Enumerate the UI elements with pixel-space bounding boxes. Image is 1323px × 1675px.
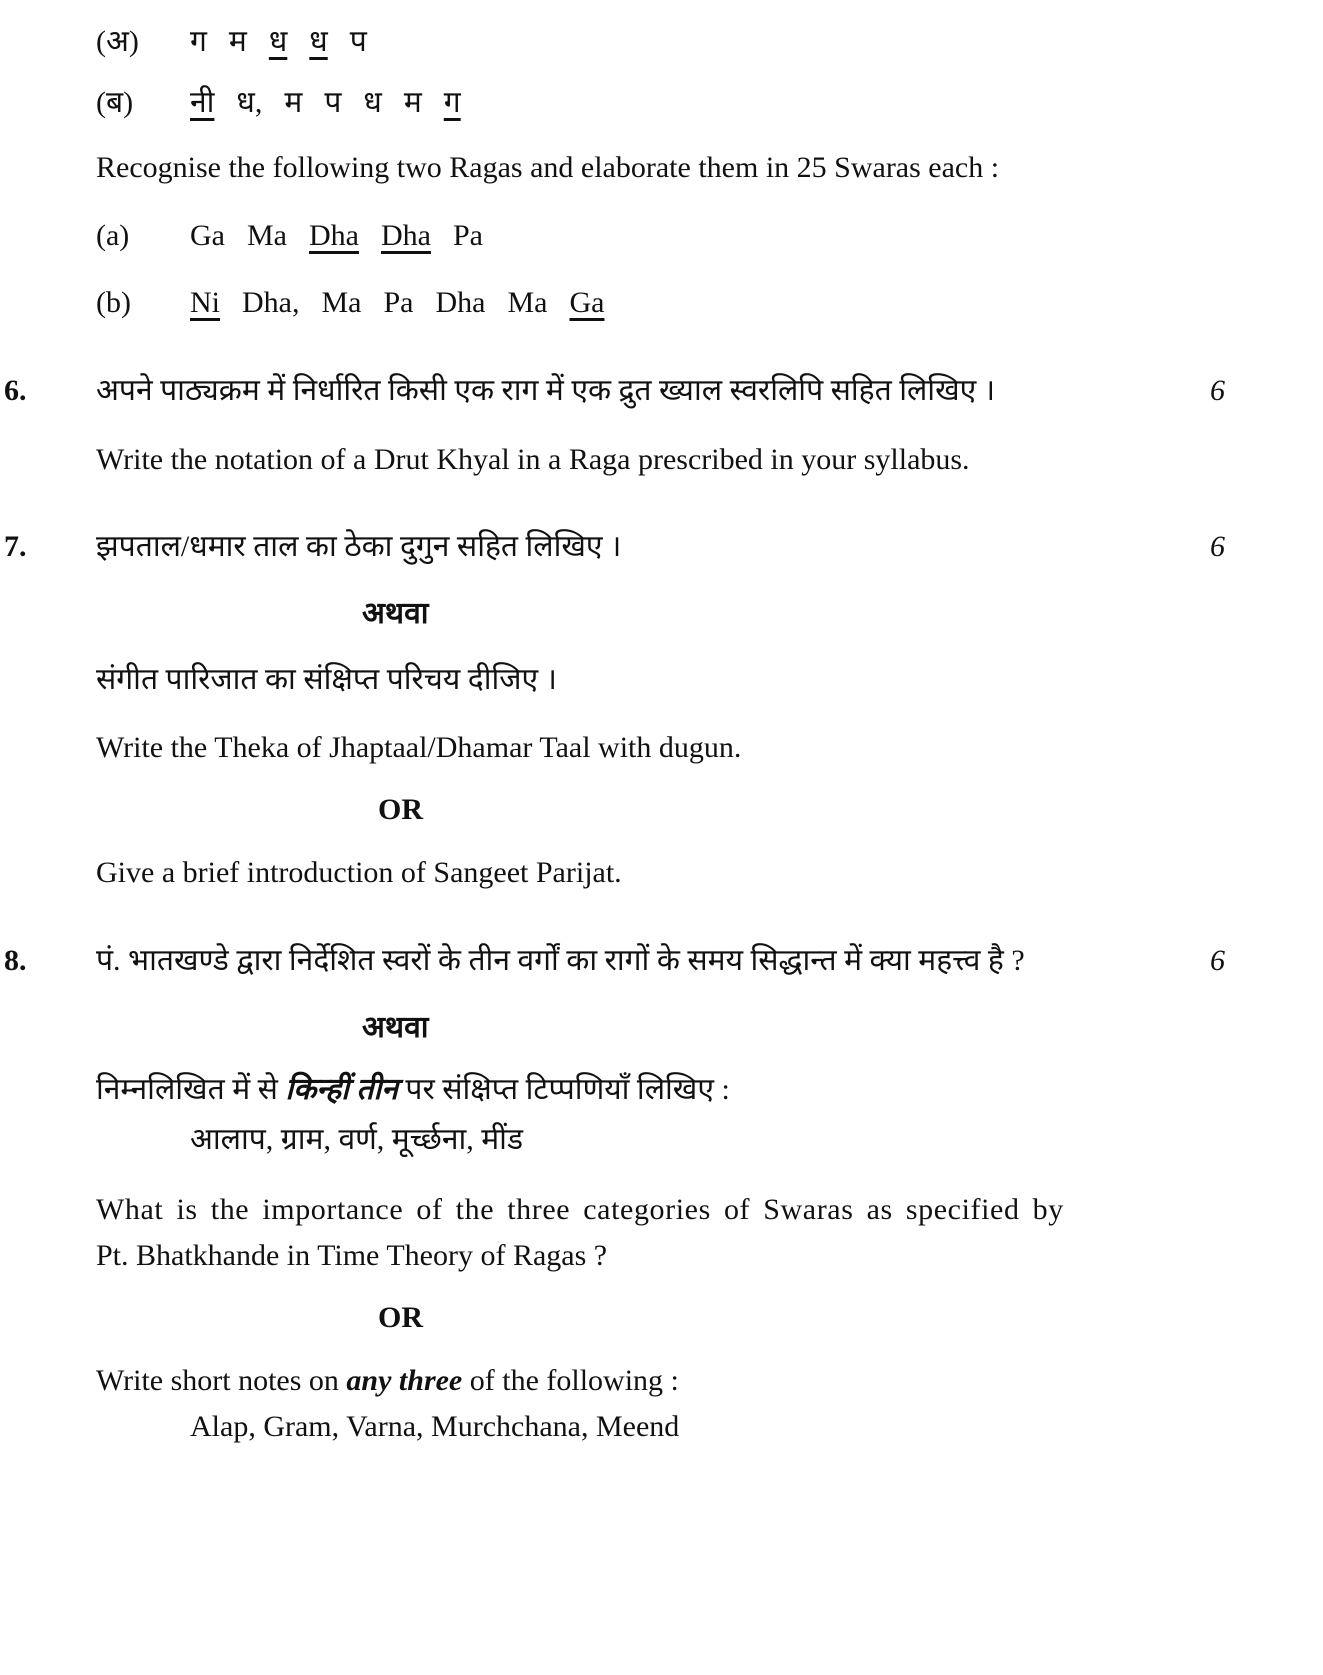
- q8-english-alt: [96, 1361, 679, 1401]
- swara: म: [228, 25, 247, 58]
- swara: प: [349, 25, 367, 58]
- option-label: (ब): [96, 86, 134, 119]
- swara: ग: [190, 25, 207, 58]
- swara: म: [284, 86, 303, 119]
- question-number: 8.: [4, 944, 27, 977]
- q6-english: Write the notation of a Drut Khyal in a Raga prescribed in your syllabus.: [96, 443, 970, 476]
- q6-hindi: अपने पाठ्यक्रम में निर्धारित किसी एक राग में एक द्रुत ख्याल स्वरलिपि सहित लिखिए ।: [96, 374, 996, 407]
- q8-english-list: Alap, Gram, Varna, Murchchana, Meend: [190, 1410, 680, 1443]
- question-number: 6.: [4, 374, 27, 407]
- swara: म: [403, 86, 422, 119]
- swara-row: [190, 25, 389, 58]
- q7-english: Write the Theka of Jhaptaal/Dhamar Taal with dugun.: [96, 731, 742, 764]
- english-raga-a: [96, 216, 505, 256]
- swara: Ma: [321, 286, 362, 319]
- swara: Pa: [452, 219, 483, 252]
- q5-english-prompt: Recognise the following two Ragas and elaborate them in 25 Swaras each :: [96, 151, 1000, 184]
- english-raga-b: [96, 283, 626, 323]
- or-english: OR: [378, 793, 423, 826]
- q7-english-alt: Give a brief introduction of Sangeet Parijat.: [96, 856, 622, 889]
- swara-row: [190, 86, 483, 119]
- swara: Dha: [435, 286, 486, 319]
- hindi-raga-a: [96, 22, 389, 62]
- q6-marks: 6: [1210, 374, 1225, 407]
- or-hindi: अथवा: [362, 597, 429, 630]
- option-label: (a): [96, 219, 130, 252]
- text: Write short notes on: [96, 1364, 339, 1397]
- text: पर संक्षिप्त टिप्पणियाँ लिखिए :: [405, 1073, 730, 1106]
- swara: ध,: [236, 86, 263, 119]
- swara: ध: [309, 25, 328, 58]
- text: निम्नलिखित में से: [96, 1073, 278, 1106]
- swara: Ni: [190, 286, 220, 319]
- swara: ध: [268, 25, 288, 58]
- q7-hindi: झपताल/धमार ताल का ठेका दुगुन सहित लिखिए ।: [96, 530, 622, 563]
- q7-hindi-alt: संगीत पारिजात का संक्षिप्त परिचय दीजिए ।: [96, 663, 557, 696]
- or-english: OR: [378, 1301, 423, 1334]
- swara-row: [190, 219, 505, 252]
- swara: Dha,: [242, 286, 300, 319]
- text: of the following :: [469, 1364, 679, 1397]
- swara: नी: [190, 86, 215, 119]
- option-label: (अ): [96, 25, 139, 58]
- swara: Ga: [190, 219, 225, 252]
- swara: प: [324, 86, 342, 119]
- swara: Dha: [308, 219, 359, 252]
- option-label: (b): [96, 286, 131, 319]
- emphasis: any three: [346, 1364, 463, 1397]
- hindi-raga-b: [96, 83, 483, 123]
- or-hindi: अथवा: [362, 1011, 429, 1044]
- swara: ग: [443, 86, 461, 119]
- swara: Ga: [569, 286, 605, 319]
- swara: Ma: [507, 286, 548, 319]
- q8-english-line2: Pt. Bhatkhande in Time Theory of Ragas ?: [96, 1239, 608, 1272]
- swara: Pa: [383, 286, 414, 319]
- swara: Dha: [380, 219, 431, 252]
- swara: Ma: [246, 219, 287, 252]
- q8-hindi-alt: [96, 1070, 730, 1110]
- swara-row: [190, 286, 626, 319]
- q8-hindi-list: आलाप, ग्राम, वर्ण, मूर्च्छना, मींड: [190, 1123, 523, 1156]
- swara: ध: [363, 86, 382, 119]
- q8-hindi: पं. भातखण्डे द्वारा निर्देशित स्वरों के तीन वर्गों का रागों के समय सिद्धान्त में क्या महत्त्व है ?: [96, 944, 1025, 977]
- q7-marks: 6: [1210, 530, 1225, 563]
- q8-marks: 6: [1210, 944, 1225, 977]
- q8-english-line1: What is the importance of the three categories of Swaras as specified by: [96, 1193, 1064, 1226]
- question-number: 7.: [4, 530, 27, 563]
- emphasis: किन्हीं तीन: [285, 1073, 398, 1106]
